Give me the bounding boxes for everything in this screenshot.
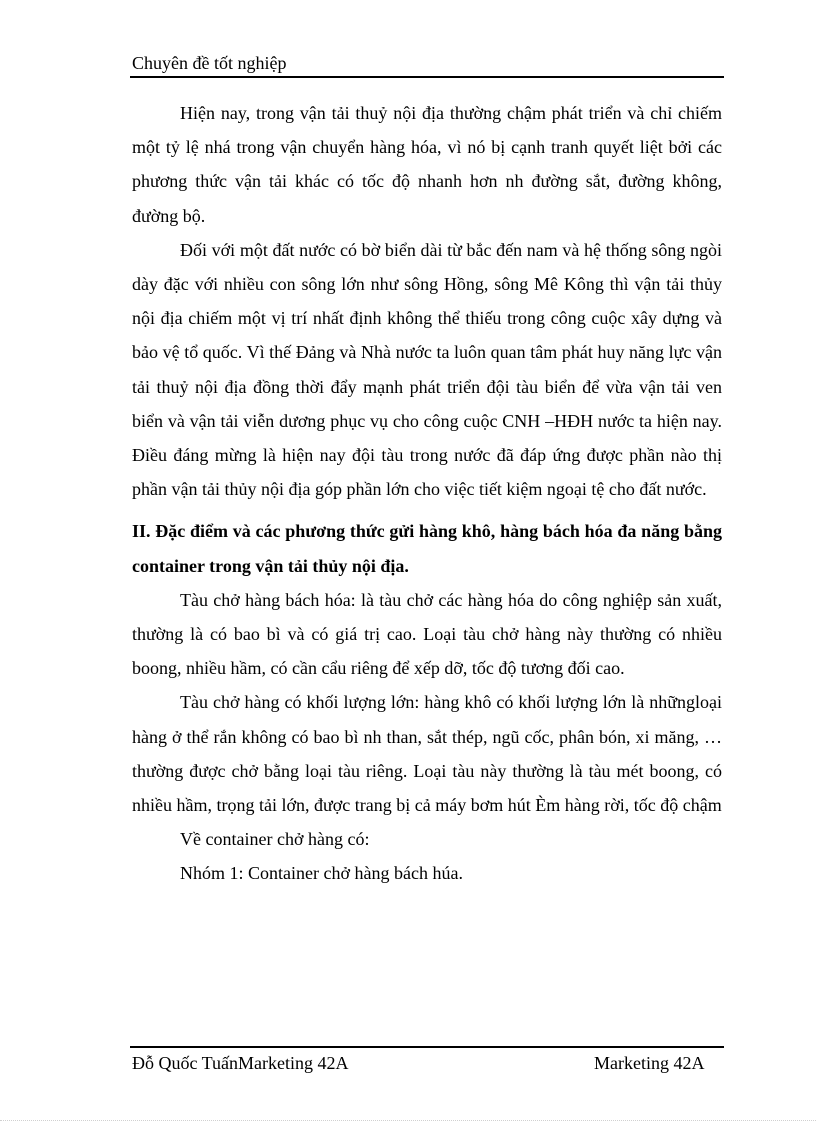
- group-1-line: Nhóm 1: Container chở hàng bách húa.: [180, 863, 463, 884]
- container-intro-line: Về container chở hàng có:: [180, 829, 370, 850]
- footer-rule: [130, 1046, 724, 1048]
- section-heading: II. Đặc điểm và các phương thức gửi hàng khô, hàng bách hóa đa năng bằng container trong vận tải thủy nội địa.: [132, 521, 722, 576]
- section-paragraph: Tàu chở hàng bách hóa: là tàu chở các hàng hóa do công nghiệp sản xuất, thường là có bao bì và có giá trị cao. Loại tàu chở hàng này thường có nhiều boong, nhiều hầm, có cần cẩu riêng để xếp dỡ, tốc độ tương đối cao.: [132, 589, 722, 679]
- header-rule: [130, 76, 724, 78]
- header-title: Chuyên đề tốt nghiệp: [132, 53, 287, 73]
- document-body: [132, 96, 722, 891]
- footer-class: Marketing 42A: [594, 1053, 705, 1073]
- body-paragraph: Đối với một đất nước có bờ biển dài từ bắc đến nam và hệ thống sông ngòi dày đặc với nhiều con sông lớn như sông Hồng, sông Mê Kông thì vận tải thủy nội địa chiếm một vị trí nhất định không thể thiếu trong công cuộc xây dựng và bảo vệ tổ quốc. Vì thế Đảng và Nhà nước ta luôn quan tâm phát huy năng lực vận tải thuỷ nội địa đồng thời đẩy mạnh phát triển đội tàu biển để vừa vận tải ven biển và vận tải viễn dương phục vụ cho công cuộc CNH –HĐH nước ta hiện nay. Điều đáng mừng là hiện nay đội tàu trong nước đã đáp ứng được phần nào thị phần vận tải thủy nội địa góp phần lớn cho việc tiết kiệm ngoại tệ cho đất nước.: [132, 239, 722, 500]
- page-edge: [0, 1120, 816, 1121]
- body-paragraph: Hiện nay, trong vận tải thuỷ nội địa thường chậm phát triển và chỉ chiếm một tỷ lệ nhá trong vận chuyển hàng hóa, vì nó bị cạnh tranh quyết liệt bởi các phương thức vận tải khác có tốc độ nhanh hơn nh đường sắt, đường không, đường bộ.: [132, 103, 722, 226]
- page-header: [132, 50, 724, 76]
- section-paragraph: Tàu chở hàng có khối lượng lớn: hàng khô có khối lượng lớn là nhữngloại hàng ở thể rắn không có bao bì nh than, sắt thép, ngũ cốc, phân bón, xi măng, …thường được chở bằng loại tàu riêng. Loại tàu này thường là tàu mét boong, có nhiều hầm, trọng tải lớn, được trang bị cả máy bơm hút Èm hàng rời, tốc độ chậm: [132, 692, 722, 816]
- footer-author: Đỗ Quốc TuấnMarketing 42A: [132, 1053, 349, 1073]
